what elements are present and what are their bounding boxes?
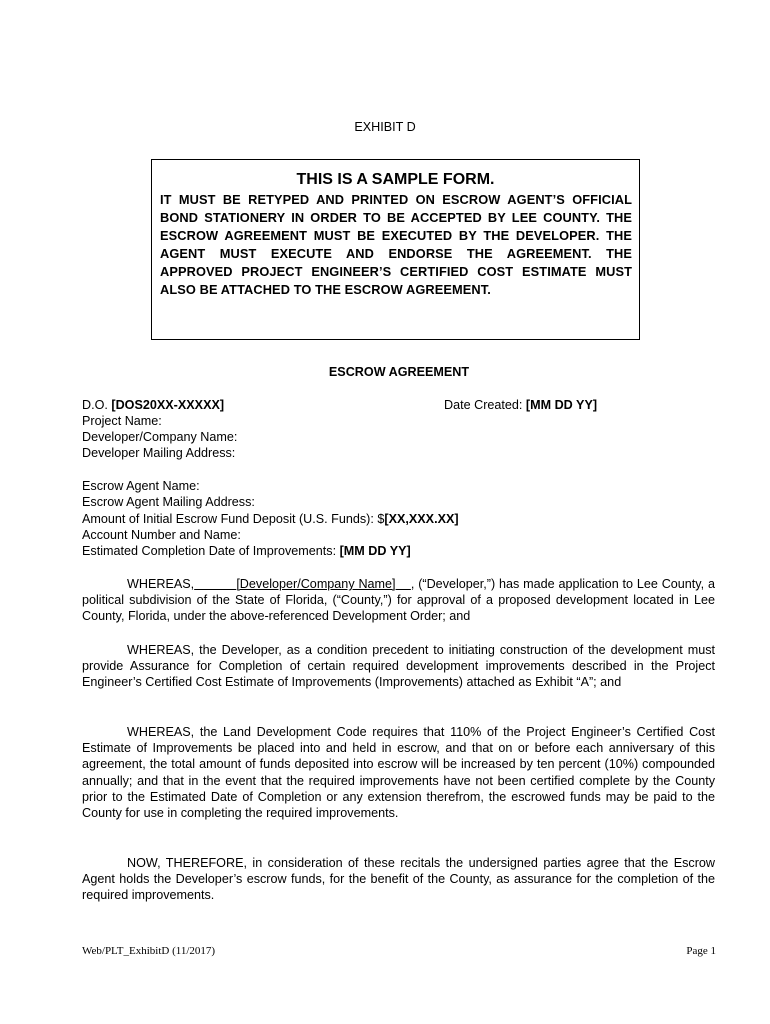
sample-form-notice (151, 159, 640, 340)
completion-label: Estimated Completion Date of Improvements: (82, 544, 337, 558)
developer-name-label: Developer/Company Name: (82, 430, 238, 444)
do-label: D.O. (82, 398, 108, 412)
footer-page-number: Page 1 (686, 945, 716, 957)
notice-title: THIS IS A SAMPLE FORM. (296, 171, 495, 188)
deposit-label: Amount of Initial Escrow Fund Deposit (U.S. Funds): $ (82, 512, 385, 526)
developer-address-label: Developer Mailing Address: (82, 446, 236, 460)
whereas-paragraph-3: WHEREAS, the Land Development Code requires that 110% of the Project Engineer’s Certified Cost Estimate of Improvements be placed into and held in escrow, and that on or before each anniversary of this agreement, the total amount of funds deposited into escrow will be increased by ten percent (10%) compounded annually; and that in the event that the required improvements have not been certified complete by the County prior to the Estimated Date of Completion or any extension therefrom, the escrowed funds may be paid to the County for use in completing the required improvements. (82, 725, 715, 821)
footer-form-id: Web/PLT_ExhibitD (11/2017) (82, 945, 216, 957)
notice-body: IT MUST BE RETYPED AND PRINTED ON ESCROW AGENT’S OFFICIAL BOND STATIONERY IN ORDER TO BE ACCEPTED BY LEE COUNTY. THE ESCROW AGREEMENT MUST BE EXECUTED BY THE DEVELOPER. THE AGENT MUST EXECUTE AND ENDORSE THE AGREEMENT. THE APPROVED PROJECT ENGINEER’S CERTIFIED COST ESTIMATE MUST ALSO BE ATTACHED TO THE ESCROW AGREEMENT. (160, 192, 632, 297)
exhibit-label: EXHIBIT D (354, 120, 416, 134)
whereas-paragraph-1 (82, 576, 715, 625)
whereas-paragraph-2: WHEREAS, the Developer, as a condition precedent to initiating construction of the development must provide Assurance for Completion of certain required development improvements described in the Project Engineer’s Certified Cost Estimate of Improvements (Improvements) attached as Exhibit “A”; and (82, 643, 715, 690)
agent-address-label: Escrow Agent Mailing Address: (82, 495, 255, 509)
date-created-value: [MM DD YY] (525, 398, 598, 412)
account-label: Account Number and Name: (82, 528, 241, 542)
p1-start: WHEREAS, (127, 577, 195, 591)
p1-rest: , (“Developer,”) has made application to Lee County, a political subdivision of the State of Florida, (“County,”) for approval of a proposed development located in Lee County, Florida, under the above-referenced Development Order; and (82, 577, 715, 624)
completion-value: [MM DD YY] (339, 544, 411, 558)
now-therefore-paragraph: NOW, THEREFORE, in consideration of these recitals the undersigned parties agree that the Escrow Agent holds the Developer’s escrow funds, for the benefit of the County, as assurance for the completion of the required improvements. (82, 856, 715, 903)
date-created-line (444, 397, 597, 413)
do-value: [DOS20XX-XXXXX] (111, 398, 225, 412)
do-line (82, 397, 224, 413)
developer-placeholder: [Developer/Company Name] (236, 577, 396, 591)
completion-line (82, 543, 411, 559)
agreement-heading: ESCROW AGREEMENT (328, 365, 470, 379)
deposit-value: [XX,XXX.XX] (384, 512, 459, 526)
deposit-line (82, 511, 459, 527)
date-created-label: Date Created: (444, 398, 523, 412)
agent-name-label: Escrow Agent Name: (82, 479, 200, 493)
project-name-label: Project Name: (82, 414, 162, 428)
